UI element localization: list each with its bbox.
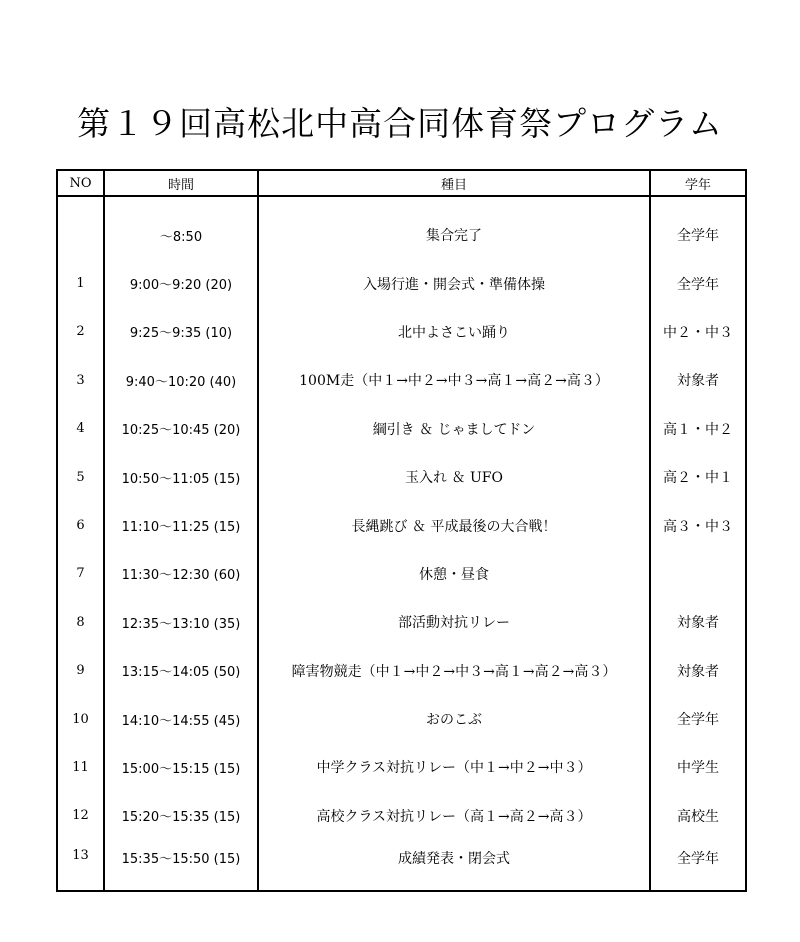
cell-grade: 高１・中２ xyxy=(650,405,746,453)
spacer-row xyxy=(57,196,746,211)
cell-no: 7 xyxy=(76,566,85,582)
cell-no: 4 xyxy=(76,421,85,437)
cell-time: 14:10～14:55 (45) xyxy=(104,695,258,743)
cell-event: おのこぶ xyxy=(258,695,650,743)
program-table xyxy=(56,169,747,892)
cell-grade xyxy=(650,550,746,598)
table-row xyxy=(57,550,746,598)
cell-no: 1 xyxy=(76,276,85,292)
cell-time: 9:00～9:20 (20) xyxy=(104,259,258,307)
cell-grade: 全学年 xyxy=(650,840,746,891)
column-header-time: 時間 xyxy=(104,170,258,196)
table-row xyxy=(57,501,746,549)
cell-grade: 全学年 xyxy=(650,259,746,307)
table-row xyxy=(57,453,746,501)
cell-event: 綱引き ＆ じゃましてドン xyxy=(258,405,650,453)
cell-time: 15:20～15:35 (15) xyxy=(104,792,258,840)
column-header-event: 種目 xyxy=(258,170,650,196)
cell-event: 入場行進・開会式・準備体操 xyxy=(258,259,650,307)
cell-no: 10 xyxy=(72,711,89,727)
cell-event: 障害物競走（中１→中２→中３→高１→高２→高３） xyxy=(258,647,650,695)
cell-grade: 高３・中３ xyxy=(650,501,746,549)
table-row xyxy=(57,356,746,404)
cell-event: 中学クラス対抗リレー（中１→中２→中３） xyxy=(258,743,650,791)
cell-time: 15:00～15:15 (15) xyxy=(104,743,258,791)
cell-event: 集合完了 xyxy=(258,211,650,259)
cell-no: 8 xyxy=(76,614,85,630)
cell-no xyxy=(57,211,104,259)
table-row xyxy=(57,647,746,695)
column-header-grade: 学年 xyxy=(650,170,746,196)
cell-grade: 対象者 xyxy=(650,598,746,646)
cell-event: 休憩・昼食 xyxy=(258,550,650,598)
cell-no: 9 xyxy=(76,663,85,679)
cell-time: 11:10～11:25 (15) xyxy=(104,501,258,549)
cell-no: 2 xyxy=(76,324,85,340)
cell-no: 12 xyxy=(72,808,89,824)
cell-event: 玉入れ ＆ UFO xyxy=(258,453,650,501)
cell-grade: 中学生 xyxy=(650,743,746,791)
cell-time: 11:30～12:30 (60) xyxy=(104,550,258,598)
cell-grade: 中２・中３ xyxy=(650,308,746,356)
cell-grade: 対象者 xyxy=(650,356,746,404)
table-row xyxy=(57,598,746,646)
table-row xyxy=(57,792,746,840)
table-row xyxy=(57,405,746,453)
table-row xyxy=(57,743,746,791)
table-row xyxy=(57,695,746,743)
cell-no: 3 xyxy=(76,372,85,388)
cell-time: ～8:50 xyxy=(104,211,258,259)
cell-no: 5 xyxy=(76,469,85,485)
cell-event: 部活動対抗リレー xyxy=(258,598,650,646)
cell-grade: 対象者 xyxy=(650,647,746,695)
cell-no: 6 xyxy=(76,518,85,534)
cell-time: 13:15～14:05 (50) xyxy=(104,647,258,695)
column-header-no: NO xyxy=(57,170,104,196)
cell-event: 高校クラス対抗リレー（高１→高２→高３） xyxy=(258,792,650,840)
cell-event: 100M走（中１→中２→中３→高１→高２→高３） xyxy=(258,356,650,404)
cell-time: 10:25～10:45 (20) xyxy=(104,405,258,453)
cell-time: 9:25～9:35 (10) xyxy=(104,308,258,356)
table-row xyxy=(57,840,746,891)
cell-grade: 全学年 xyxy=(650,211,746,259)
table-row xyxy=(57,308,746,356)
cell-grade: 高２・中１ xyxy=(650,453,746,501)
table-header-row xyxy=(57,170,746,196)
table-row xyxy=(57,211,746,259)
cell-event: 成績発表・閉会式 xyxy=(258,840,650,891)
table-row xyxy=(57,259,746,307)
cell-time: 15:35～15:50 (15) xyxy=(104,840,258,891)
cell-time: 10:50～11:05 (15) xyxy=(104,453,258,501)
cell-grade: 高校生 xyxy=(650,792,746,840)
cell-time: 12:35～13:10 (35) xyxy=(104,598,258,646)
cell-event: 長縄跳び ＆ 平成最後の大合戦！ xyxy=(258,501,650,549)
cell-no: 11 xyxy=(72,759,89,775)
cell-event: 北中よさこい踊り xyxy=(258,308,650,356)
cell-time: 9:40～10:20 (40) xyxy=(104,356,258,404)
cell-grade: 全学年 xyxy=(650,695,746,743)
cell-no: 13 xyxy=(72,848,89,864)
page-title: 第１９回高松北中高合同体育祭プログラム xyxy=(77,104,723,143)
